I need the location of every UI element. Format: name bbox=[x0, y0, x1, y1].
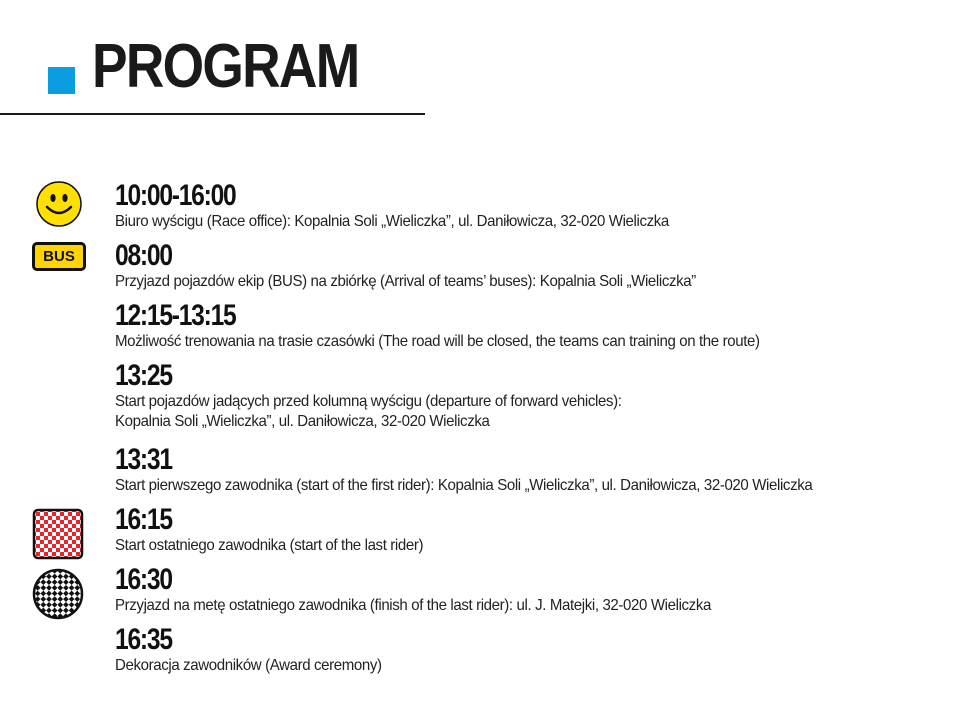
schedule-entry-8 bbox=[115, 624, 399, 676]
schedule-entry-7 bbox=[115, 564, 749, 616]
entry-description: Biuro wyścigu (Race office): Kopalnia Soli „Wieliczka”, ul. Daniłowicza, 32-020 Wieliczka bbox=[115, 213, 669, 230]
entry-time: 12:15-13:15 bbox=[115, 299, 236, 332]
entry-description: Możliwość trenowania na trasie czasówki (The road will be closed, the teams can training on the route) bbox=[115, 333, 760, 350]
entry-time: 16:30 bbox=[115, 563, 172, 596]
red-checkered-flag-icon bbox=[32, 508, 84, 560]
entry-time: 16:35 bbox=[115, 623, 172, 656]
entry-description: Start ostatniego zawodnika (start of the last rider) bbox=[115, 537, 424, 554]
entry-description-line-2: Kopalnia Soli „Wieliczka”, ul. Daniłowicza, 32-020 Wieliczka bbox=[115, 413, 490, 430]
entry-description: Dekoracja zawodników (Award ceremony) bbox=[115, 657, 382, 674]
entry-description: Przyjazd pojazdów ekip (BUS) na zbiórkę (Arrival of teams’ buses): Kopalnia Soli „Wieliczka” bbox=[115, 273, 696, 290]
schedule-entry-6 bbox=[115, 504, 443, 556]
smiley-icon bbox=[35, 180, 83, 228]
entry-description: Start pojazdów jadących przed kolumną wyścigu (departure of forward vehicles): bbox=[115, 393, 622, 410]
checkered-finish-icon bbox=[32, 568, 84, 620]
bus-icon: BUS bbox=[32, 242, 86, 271]
entry-time: 10:00-16:00 bbox=[115, 179, 236, 212]
entry-time: 16:15 bbox=[115, 503, 172, 536]
title-accent-square bbox=[48, 67, 75, 94]
title-underline bbox=[0, 113, 425, 115]
page-title: PROGRAM bbox=[92, 32, 359, 101]
entry-time: 08:00 bbox=[115, 239, 172, 272]
schedule-entry-3 bbox=[115, 300, 801, 352]
schedule-entry-1 bbox=[115, 180, 704, 232]
entry-time: 13:31 bbox=[115, 443, 172, 476]
schedule-entry-2 bbox=[115, 240, 733, 292]
entry-description: Start pierwszego zawodnika (start of the first rider): Kopalnia Soli „Wieliczka”, ul. Daniłowicza, 32-020 Wieliczka bbox=[115, 477, 813, 494]
schedule-entry-4 bbox=[115, 360, 654, 432]
entry-description: Przyjazd na metę ostatniego zawodnika (finish of the last rider): ul. J. Matejki, 32-020 Wieliczka bbox=[115, 597, 711, 614]
entry-time: 13:25 bbox=[115, 359, 172, 392]
schedule-entry-5 bbox=[115, 444, 857, 496]
